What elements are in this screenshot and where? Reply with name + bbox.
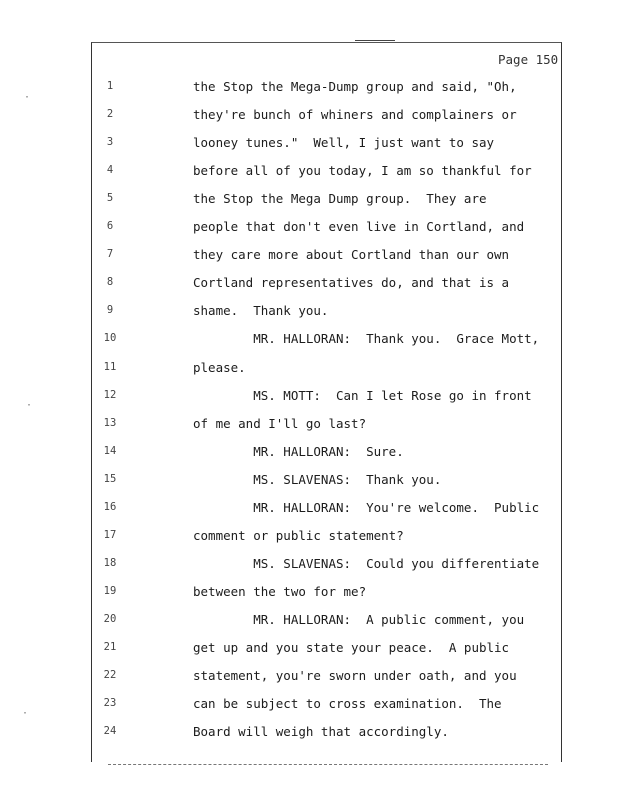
line-number: 15 <box>103 472 117 485</box>
line-number: 8 <box>106 276 114 289</box>
transcript-line: shame. Thank you. <box>193 303 329 319</box>
transcript-line: MS. SLAVENAS: Thank you. <box>193 471 442 487</box>
line-number: 13 <box>103 416 117 429</box>
transcript-line: of me and I'll go last? <box>193 415 367 431</box>
line-number: 1 <box>106 80 114 92</box>
line-number: 17 <box>103 528 117 541</box>
line-number: 24 <box>103 725 117 738</box>
transcript-line: the Stop the Mega-Dump group and said, "Oh, <box>193 79 517 94</box>
transcript-line: the Stop the Mega Dump group. They are <box>193 191 487 207</box>
line-number: 11 <box>103 360 117 373</box>
transcript-line: can be subject to cross examination. The <box>193 696 502 712</box>
transcript-line: comment or public statement? <box>193 527 404 543</box>
line-number: 21 <box>103 641 117 653</box>
margin-speck: · <box>22 708 29 719</box>
transcript-line: MR. HALLORAN: You're welcome. Public <box>193 499 540 515</box>
transcript-line: between the two for me? <box>193 583 367 599</box>
line-number: 9 <box>106 304 114 317</box>
transcript-line: please. <box>193 359 246 375</box>
margin-speck: · <box>24 92 31 103</box>
line-number: 14 <box>103 444 117 457</box>
line-number: 5 <box>106 192 114 205</box>
line-number: 18 <box>103 556 117 569</box>
line-number: 6 <box>106 220 114 233</box>
line-number: 16 <box>103 500 117 513</box>
transcript-line: Board will weigh that accordingly. <box>193 724 449 740</box>
line-number: 4 <box>106 164 114 177</box>
line-number: 23 <box>103 697 117 710</box>
transcript-line: they care more about Cortland than our own <box>193 247 510 263</box>
bottom-rule <box>108 764 548 765</box>
line-number: 3 <box>106 136 114 149</box>
transcript-line: MS. SLAVENAS: Could you differentiate <box>193 555 540 571</box>
margin-speck: · <box>26 400 33 411</box>
transcript-line: get up and you state your peace. A public <box>193 640 510 655</box>
transcript-line: statement, you're sworn under oath, and you <box>193 668 517 684</box>
line-number: 10 <box>103 332 117 345</box>
line-number: 7 <box>106 248 114 261</box>
line-number: 12 <box>103 388 117 401</box>
transcript-line: MR. HALLORAN: Thank you. Grace Mott, <box>193 331 540 347</box>
line-number: 2 <box>106 108 114 121</box>
transcript-line: they're bunch of whiners and complainers or <box>193 107 517 123</box>
transcript-line: looney tunes." Well, I just want to say <box>193 135 495 151</box>
line-number: 22 <box>103 669 117 682</box>
transcript-line: before all of you today, I am so thankful for <box>193 163 532 179</box>
transcript-line: MR. HALLORAN: Sure. <box>193 443 404 459</box>
line-number: 20 <box>103 612 117 625</box>
line-number: 19 <box>103 584 117 597</box>
transcript-line: Cortland representatives do, and that is a <box>193 275 510 291</box>
page-number: Page 150 <box>498 52 559 67</box>
transcript-line: MS. MOTT: Can I let Rose go in front <box>193 387 532 403</box>
top-scan-mark <box>355 40 395 41</box>
transcript-line: MR. HALLORAN: A public comment, you <box>193 611 525 627</box>
transcript-line: people that don't even live in Cortland, and <box>193 219 525 235</box>
